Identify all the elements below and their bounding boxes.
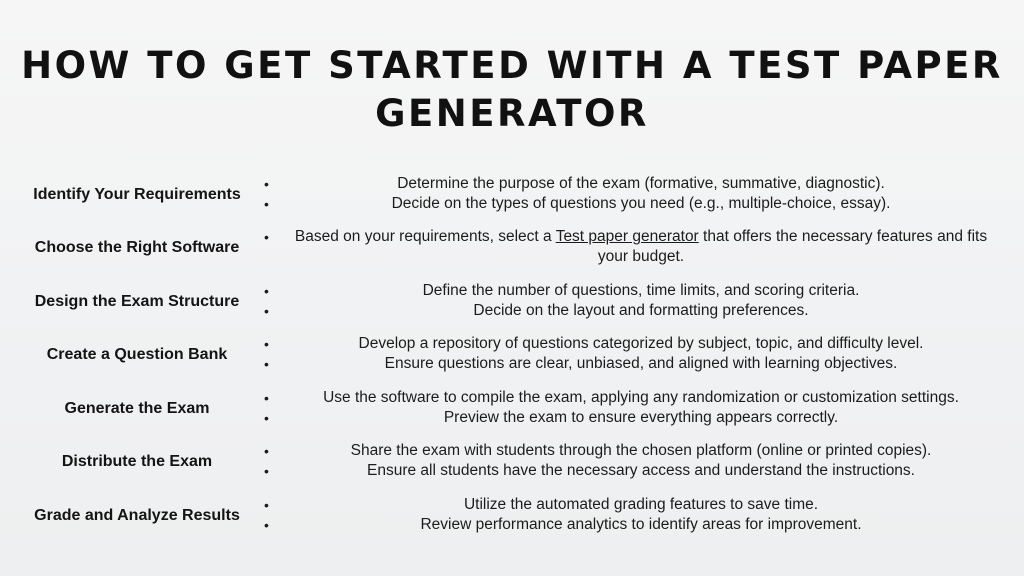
page-title: HOW TO GET STARTED WITH A TEST PAPER GENERATOR <box>21 44 1003 135</box>
step-bullets <box>262 281 1002 321</box>
bullet-item <box>262 227 1002 267</box>
bullet-icon: • <box>264 356 269 372</box>
step-row-design-structure <box>0 279 1024 325</box>
test-paper-generator-link[interactable]: Test paper generator <box>555 228 699 245</box>
bullet-text: Ensure all students have the necessary access and understand the instructions. <box>367 462 915 479</box>
bullet-icon: • <box>264 283 269 299</box>
bullet-text: Use the software to compile the exam, applying any randomization or customization settings. <box>323 389 959 406</box>
bullet-icon: • <box>264 390 269 406</box>
step-label: Choose the Right Software <box>34 239 240 256</box>
bullet-icon: • <box>264 196 269 212</box>
bullet-icon: • <box>264 410 269 426</box>
bullet-icon: • <box>264 336 269 352</box>
bullet-icon: • <box>264 176 269 192</box>
step-bullets <box>262 334 1002 374</box>
bullet-item <box>262 461 1002 481</box>
bullet-icon: • <box>264 517 269 533</box>
step-label: Generate the Exam <box>64 400 210 417</box>
bullet-item <box>262 515 1002 535</box>
step-label: Grade and Analyze Results <box>34 507 240 524</box>
step-row-distribute-exam <box>0 439 1024 485</box>
bullet-item <box>262 281 1002 301</box>
step-row-choose-software <box>0 225 1024 271</box>
step-row-identify-requirements <box>0 172 1024 218</box>
bullet-item <box>262 194 1002 214</box>
step-bullets <box>262 495 1002 535</box>
bullet-icon: • <box>264 497 269 513</box>
bullet-text: Determine the purpose of the exam (formative, summative, diagnostic). <box>397 175 885 192</box>
bullet-text: Ensure questions are clear, unbiased, and aligned with learning objectives. <box>384 355 898 372</box>
bullet-item <box>262 334 1002 354</box>
step-row-grade-analyze <box>0 493 1024 539</box>
bullet-text: Develop a repository of questions categorized by subject, topic, and difficulty level. <box>358 335 924 352</box>
bullet-item <box>262 354 1002 374</box>
bullet-item <box>262 301 1002 321</box>
step-bullets <box>262 174 1002 214</box>
bullet-item <box>262 388 1002 408</box>
bullet-icon: • <box>264 463 269 479</box>
bullet-item <box>262 441 1002 461</box>
bullet-text: Define the number of questions, time limits, and scoring criteria. <box>422 282 860 299</box>
bullet-item <box>262 408 1002 428</box>
step-bullets <box>262 441 1002 481</box>
bullet-icon: • <box>264 443 269 459</box>
bullet-text: Decide on the layout and formatting preferences. <box>473 302 809 319</box>
step-label: Create a Question Bank <box>46 346 228 363</box>
bullet-text-suffix: that offers the necessary features and fits your budget. <box>597 228 988 265</box>
bullet-item <box>262 174 1002 194</box>
bullet-text: Preview the exam to ensure everything appears correctly. <box>443 409 839 426</box>
bullet-text: Review performance analytics to identify areas for improvement. <box>420 516 862 533</box>
step-row-question-bank <box>0 332 1024 378</box>
bullet-text: Decide on the types of questions you need (e.g., multiple-choice, essay). <box>391 195 891 212</box>
step-label: Identify Your Requirements <box>33 186 241 203</box>
bullet-item <box>262 495 1002 515</box>
step-label: Design the Exam Structure <box>34 293 240 310</box>
bullet-text-prefix: Based on your requirements, select a <box>294 228 556 245</box>
bullet-text: Share the exam with students through the chosen platform (online or printed copies). <box>350 442 932 459</box>
step-label: Distribute the Exam <box>61 453 213 470</box>
step-bullets <box>262 227 1002 267</box>
bullet-text: Utilize the automated grading features to save time. <box>463 496 819 513</box>
step-row-generate-exam <box>0 386 1024 432</box>
bullet-icon: • <box>264 229 269 245</box>
bullet-icon: • <box>264 303 269 319</box>
step-bullets <box>262 388 1002 428</box>
bullet-text <box>280 227 1002 267</box>
